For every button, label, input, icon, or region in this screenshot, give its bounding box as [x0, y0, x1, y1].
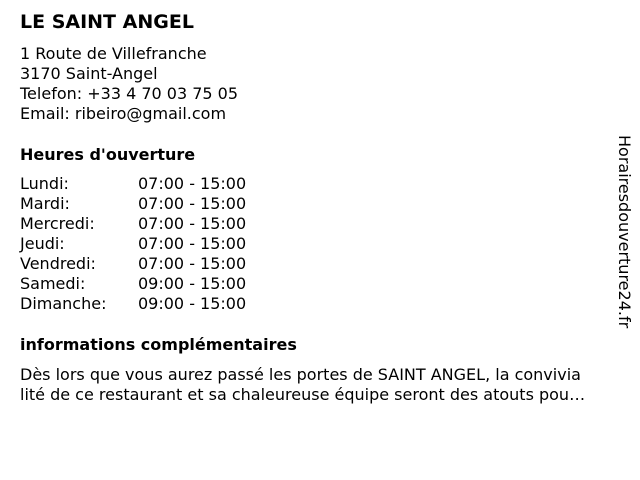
phone-number: Telefon: +33 4 70 03 75 05 [20, 84, 239, 103]
day-label: Vendredi: [20, 254, 96, 273]
description-line: lité de ce restaurant et sa chaleureuse équipe seront des atouts pou… [20, 385, 586, 404]
description-line: Dès lors que vous aurez passé les portes de SAINT ANGEL, la convivia [20, 365, 581, 384]
day-label: Jeudi: [20, 234, 65, 253]
description-text [20, 365, 632, 405]
time-range: 09:00 - 15:00 [138, 274, 247, 293]
email-address: Email: ribeiro@gmail.com [20, 104, 227, 123]
day-label: Mercredi: [20, 214, 95, 233]
time-range: 07:00 - 15:00 [138, 214, 247, 233]
additional-info-heading: informations complémentaires [20, 335, 297, 354]
contact-block [20, 44, 238, 124]
business-name: LE SAINT ANGEL [20, 11, 194, 33]
time-range: 07:00 - 15:00 [138, 254, 247, 273]
time-range: 07:00 - 15:00 [138, 194, 247, 213]
hours-row-saturday [20, 274, 280, 294]
day-label: Lundi: [20, 174, 69, 193]
day-label: Dimanche: [20, 294, 107, 313]
time-range: 09:00 - 15:00 [138, 294, 247, 313]
hours-row-friday [20, 254, 280, 274]
day-label: Mardi: [20, 194, 70, 213]
time-range: 07:00 - 15:00 [138, 174, 247, 193]
opening-hours-heading: Heures d'ouverture [20, 145, 196, 164]
day-label: Samedi: [20, 274, 86, 293]
hours-row-tuesday [20, 194, 280, 214]
hours-row-thursday [20, 234, 280, 254]
hours-row-sunday [20, 294, 280, 314]
address-line-city: 3170 Saint-Angel [20, 64, 158, 83]
opening-hours-table [20, 174, 280, 314]
site-watermark: Horairesdouverture24.fr [615, 135, 634, 329]
address-line-street: 1 Route de Villefranche [20, 44, 207, 63]
hours-row-wednesday [20, 214, 280, 234]
hours-row-monday [20, 174, 280, 194]
time-range: 07:00 - 15:00 [138, 234, 247, 253]
